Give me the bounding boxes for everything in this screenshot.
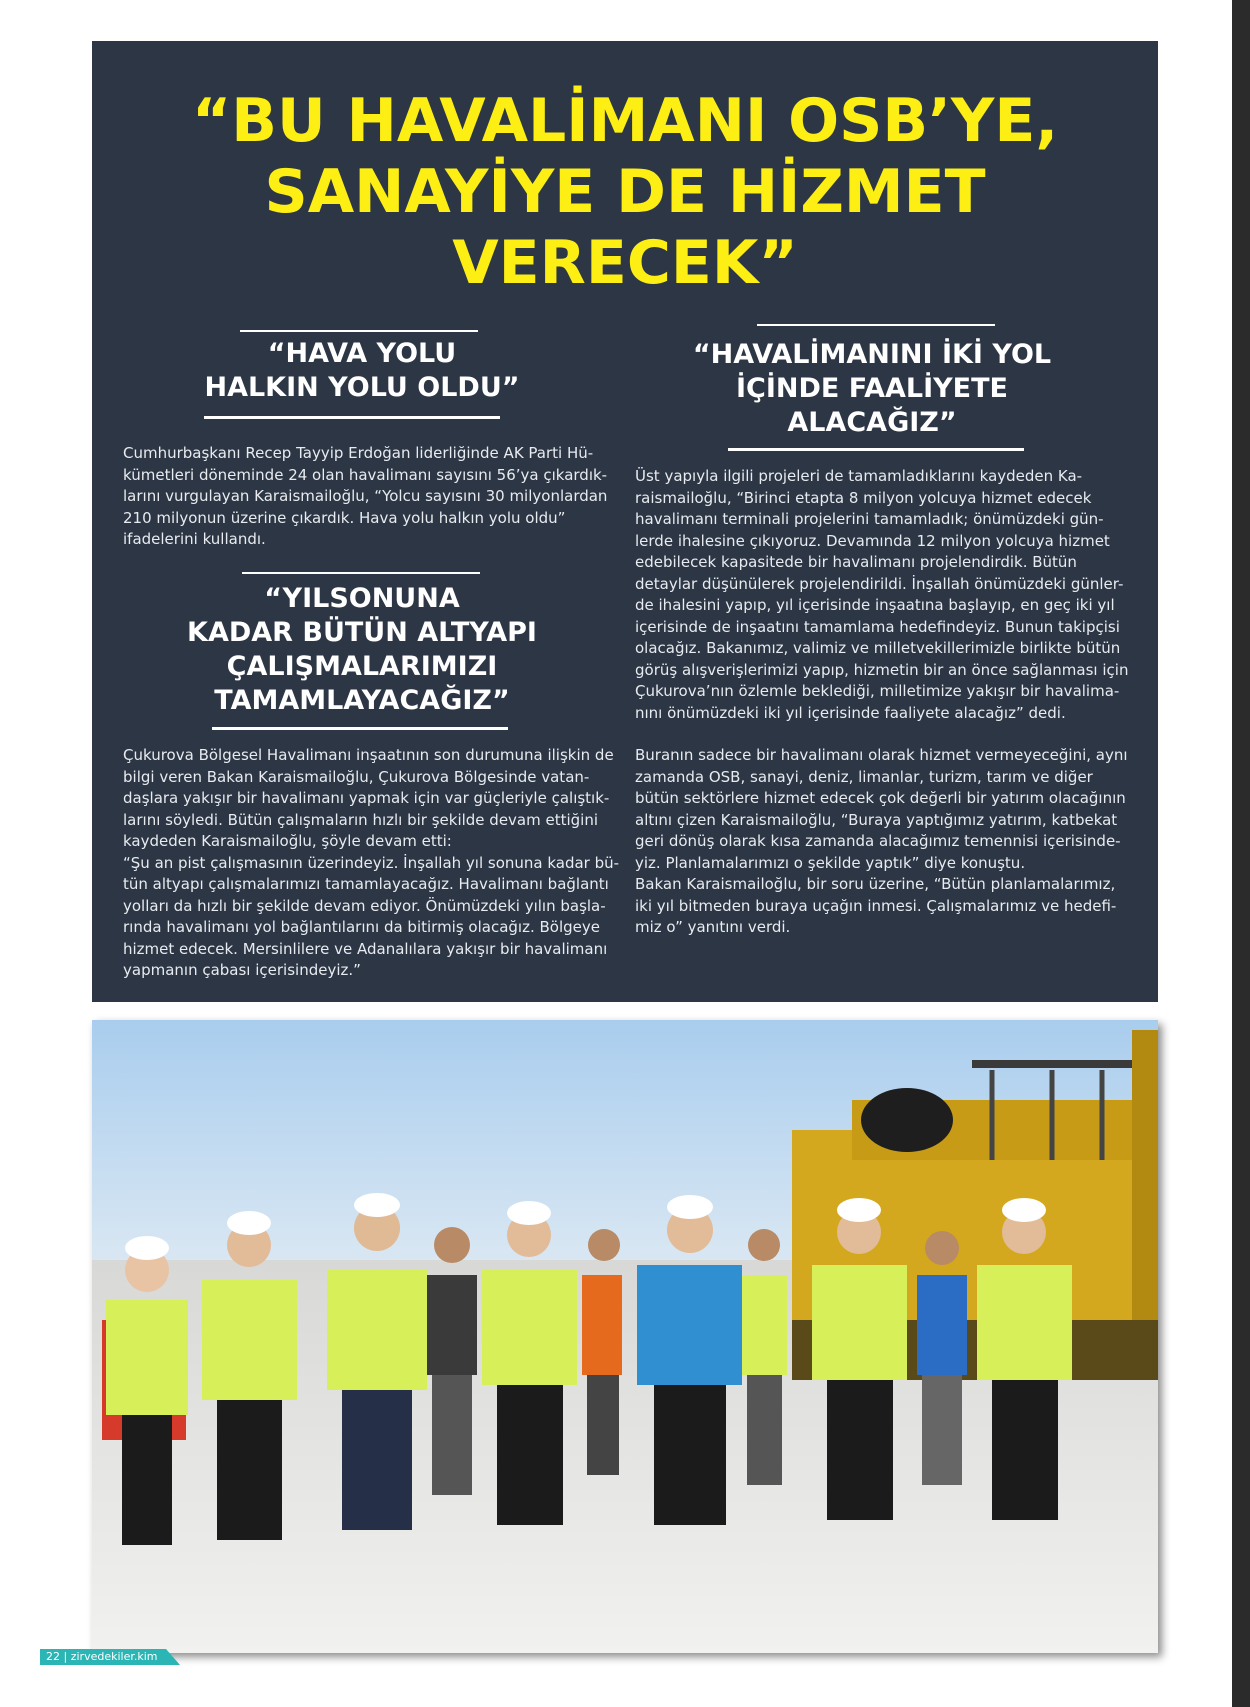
body-paragraph: Üst yapıyla ilgili projeleri de tamamladıklarını kaydeden Ka- raismailoğlu, “Birinci etapta 8 milyon yolcuya hizmet edecek havalimanı terminali projelerini tamamladık; önümüzdeki gün- lerde ihalesine çıkıyoruz. Devamında 12 milyon yolcuya hizmet edebilecek kapasitede bir havalimanı projelendirdik. Bütün detaylar düşünülerek projelendirildi. İnşallah önümüzdeki günler- de ihalesini yapıp, yıl içerisinde inşaatına başlayıp, en geç iki yıl içerisinde de inşaatını tamamlama hedefindeyiz. Bunun takipçisi olacağız. Bakanımız, valimiz ve milletvekillerimizle birlikte bütün görüş alışverişlerimizi yapıp, hizmetin bir an önce sağlanması için Çukurova’nın özlemle beklediği, milletimize yakışır bir havalima- nını önümüzdeki iki yıl içerisinde faaliyete alacağız” dedi.: [635, 467, 1129, 722]
headline-line-3: VERECEK”: [452, 228, 798, 298]
headline-line-1: “BU HAVALİMANI OSB’YE,: [191, 86, 1059, 156]
page-number: 22: [46, 1650, 60, 1663]
footer-separator: |: [63, 1650, 68, 1663]
section-heading-havalimanini: “HAVALİMANINI İKİ YOL İÇİNDE FAALİYETE ALACAĞIZ”: [692, 339, 1052, 438]
body-paragraph: Buranın sadece bir havalimanı olarak hizmet vermeyeceğini, aynı zamanda OSB, sanayi, deniz, limanlar, turizm, tarım ve diğer bütün sektörlere hizmet edecek çok değerli bir yatırım olacağının altını çizen Karaismailoğlu, “Buraya yaptığımız yatırım, katbekat geri dönüş olarak kısa zamanda alacağımız temennisi içerisinde- yiz. Planlamalarımızı o şekilde yaptık” diye konuştu. Bakan Karaismailoğlu, bir soru üzerine, “Bütün planlamalarımız, iki yıl bitmeden buraya uçağın inmesi. Çalışmalarımız ve hedefi- miz o” yanıtını verdi.: [635, 746, 1128, 936]
section-divider: [728, 448, 1024, 451]
body-paragraph: Cumhurbaşkanı Recep Tayyip Erdoğan liderliğinde AK Parti Hü- kümetleri döneminde 24 olan havalimanı sayısını 56’ya çıkardık- larını vurgulayan Karaismailoğlu, “Yolcu sayısını 30 milyonlardan 210 milyonun üzerine çıkardık. Hava yolu halkın yolu oldu” ifadelerini kullandı.: [123, 444, 608, 548]
section-divider: [757, 324, 995, 326]
runway-group-photo: [92, 1020, 1158, 1653]
section-heading-yilsonuna: “YILSONUNA KADAR BÜTÜN ALTYAPI ÇALIŞMALARIMIZI TAMAMLAYACAĞIZ”: [187, 583, 537, 716]
section-divider: [240, 330, 478, 332]
footer-site: zirvedekiler.kim: [70, 1650, 158, 1663]
section-body: [123, 745, 633, 982]
section-heading-hava-yolu: “HAVA YOLU HALKIN YOLU OLDU”: [204, 338, 520, 403]
section-body: [635, 466, 1145, 724]
section-body: [635, 745, 1145, 939]
body-paragraph: Çukurova Bölgesel Havalimanı inşaatının son durumuna ilişkin de bilgi veren Bakan Karaismailoğlu, Çukurova Bölgesinde vatan- daşlara yakışır bir havalimanı yapmak için var güçleriyle çalıştık- larını söyledi. Bütün çalışmaların hızlı bir şekilde devam ettiğini kaydeden Karaismailoğlu, şöyle devam etti: “Şu an pist çalışmasının üzerindeyiz. İnşallah yıl sonuna kadar bü- tün altyapı çalışmalarımızı tamamlayacağız. Havalimanı bağlantı yolları da hızlı bir şekilde devam ediyor. Önümüzdeki yılın başla- rında havalimanı yol bağlantılarını da bitirmiş olacağız. Bölgeye hizmet edecek. Mersinlilere ve Adanalılara yakışır bir havalimanı yapmanın çabası içerisindeyiz.”: [123, 746, 620, 979]
page-edge-strip: [1232, 0, 1250, 1707]
section-divider: [242, 572, 480, 574]
section-divider: [204, 416, 500, 419]
headline-line-2: SANAYİYE DE HİZMET: [264, 157, 986, 227]
section-divider: [212, 727, 508, 730]
article-panel: [92, 41, 1158, 1002]
article-photo: [92, 1020, 1158, 1653]
page-footer: [46, 1650, 158, 1664]
article-headline: [92, 86, 1158, 299]
section-body: [123, 443, 623, 551]
